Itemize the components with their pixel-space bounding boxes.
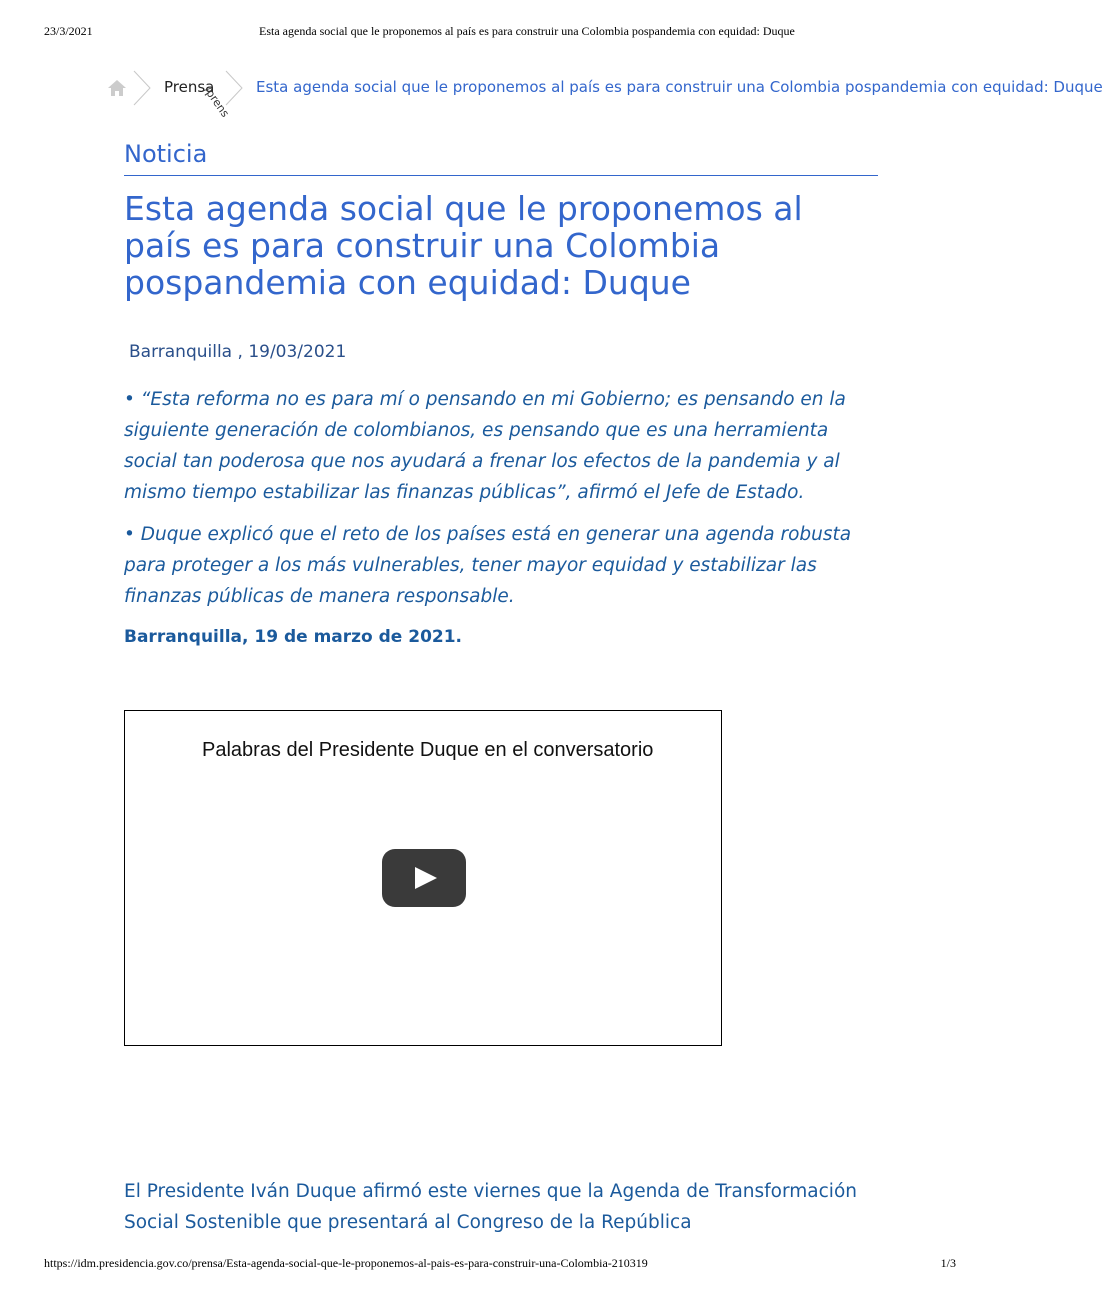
print-page-number: 1/3: [940, 1256, 956, 1270]
chevron-right-icon: [224, 70, 244, 106]
print-header: [44, 24, 956, 40]
article-dateline: Barranquilla , 19/03/2021: [129, 342, 347, 362]
print-title: Esta agenda social que le proponemos al país es para construir una Colombia pospandemia con equidad: Duque: [259, 24, 795, 38]
summary-bullet: • “Esta reforma no es para mí o pensando en mi Gobierno; es pensando en la siguiente generación de colombianos, es pensando que es una herramienta social tan poderosa que nos ayudará a frenar los efectos de la pandemia y al mismo tiempo estabilizar las finanzas públicas”, afirmó el Jefe de Estado.: [124, 389, 846, 503]
article-body-paragraph: El Presidente Iván Duque afirmó este viernes que la Agenda de Transformación Social Sostenible que presentará al Congreso de la República: [124, 1181, 857, 1233]
home-icon[interactable]: [106, 78, 128, 98]
print-date: 23/3/2021: [44, 24, 93, 38]
section-divider: [124, 175, 878, 176]
summary-bullet: • Duque explicó que el reto de los países está en generar una agenda robusta para proteger a los más vulnerables, tener mayor equidad y estabilizar las finanzas públicas de manera responsable.: [124, 524, 852, 607]
video-title[interactable]: Palabras del Presidente Duque en el conversatorio: [202, 739, 654, 761]
play-icon: [415, 867, 437, 889]
chevron-right-icon: [132, 70, 152, 106]
breadcrumb: [104, 70, 1103, 120]
print-footer: [44, 1256, 956, 1272]
article-headline: Esta agenda social que le proponemos al país es para construir una Colombia pospandemia con equidad: Duque: [124, 189, 803, 302]
breadcrumb-current-link[interactable]: Esta agenda social que le proponemos al país es para construir una Colombia pospandemia con equidad: Duque: [256, 78, 1103, 96]
play-button[interactable]: [382, 849, 466, 907]
article-place-date: Barranquilla, 19 de marzo de 2021.: [124, 627, 463, 647]
video-embed[interactable]: [124, 710, 722, 1046]
breadcrumb-slug-fragment: /prens: [201, 84, 232, 120]
section-label: Noticia: [124, 140, 208, 168]
print-url: https://idm.presidencia.gov.co/prensa/Esta-agenda-social-que-le-proponemos-al-pais-es-para-construir-una-Colombia-210319: [44, 1256, 648, 1270]
breadcrumb-prensa-link[interactable]: Prensa: [164, 78, 215, 96]
